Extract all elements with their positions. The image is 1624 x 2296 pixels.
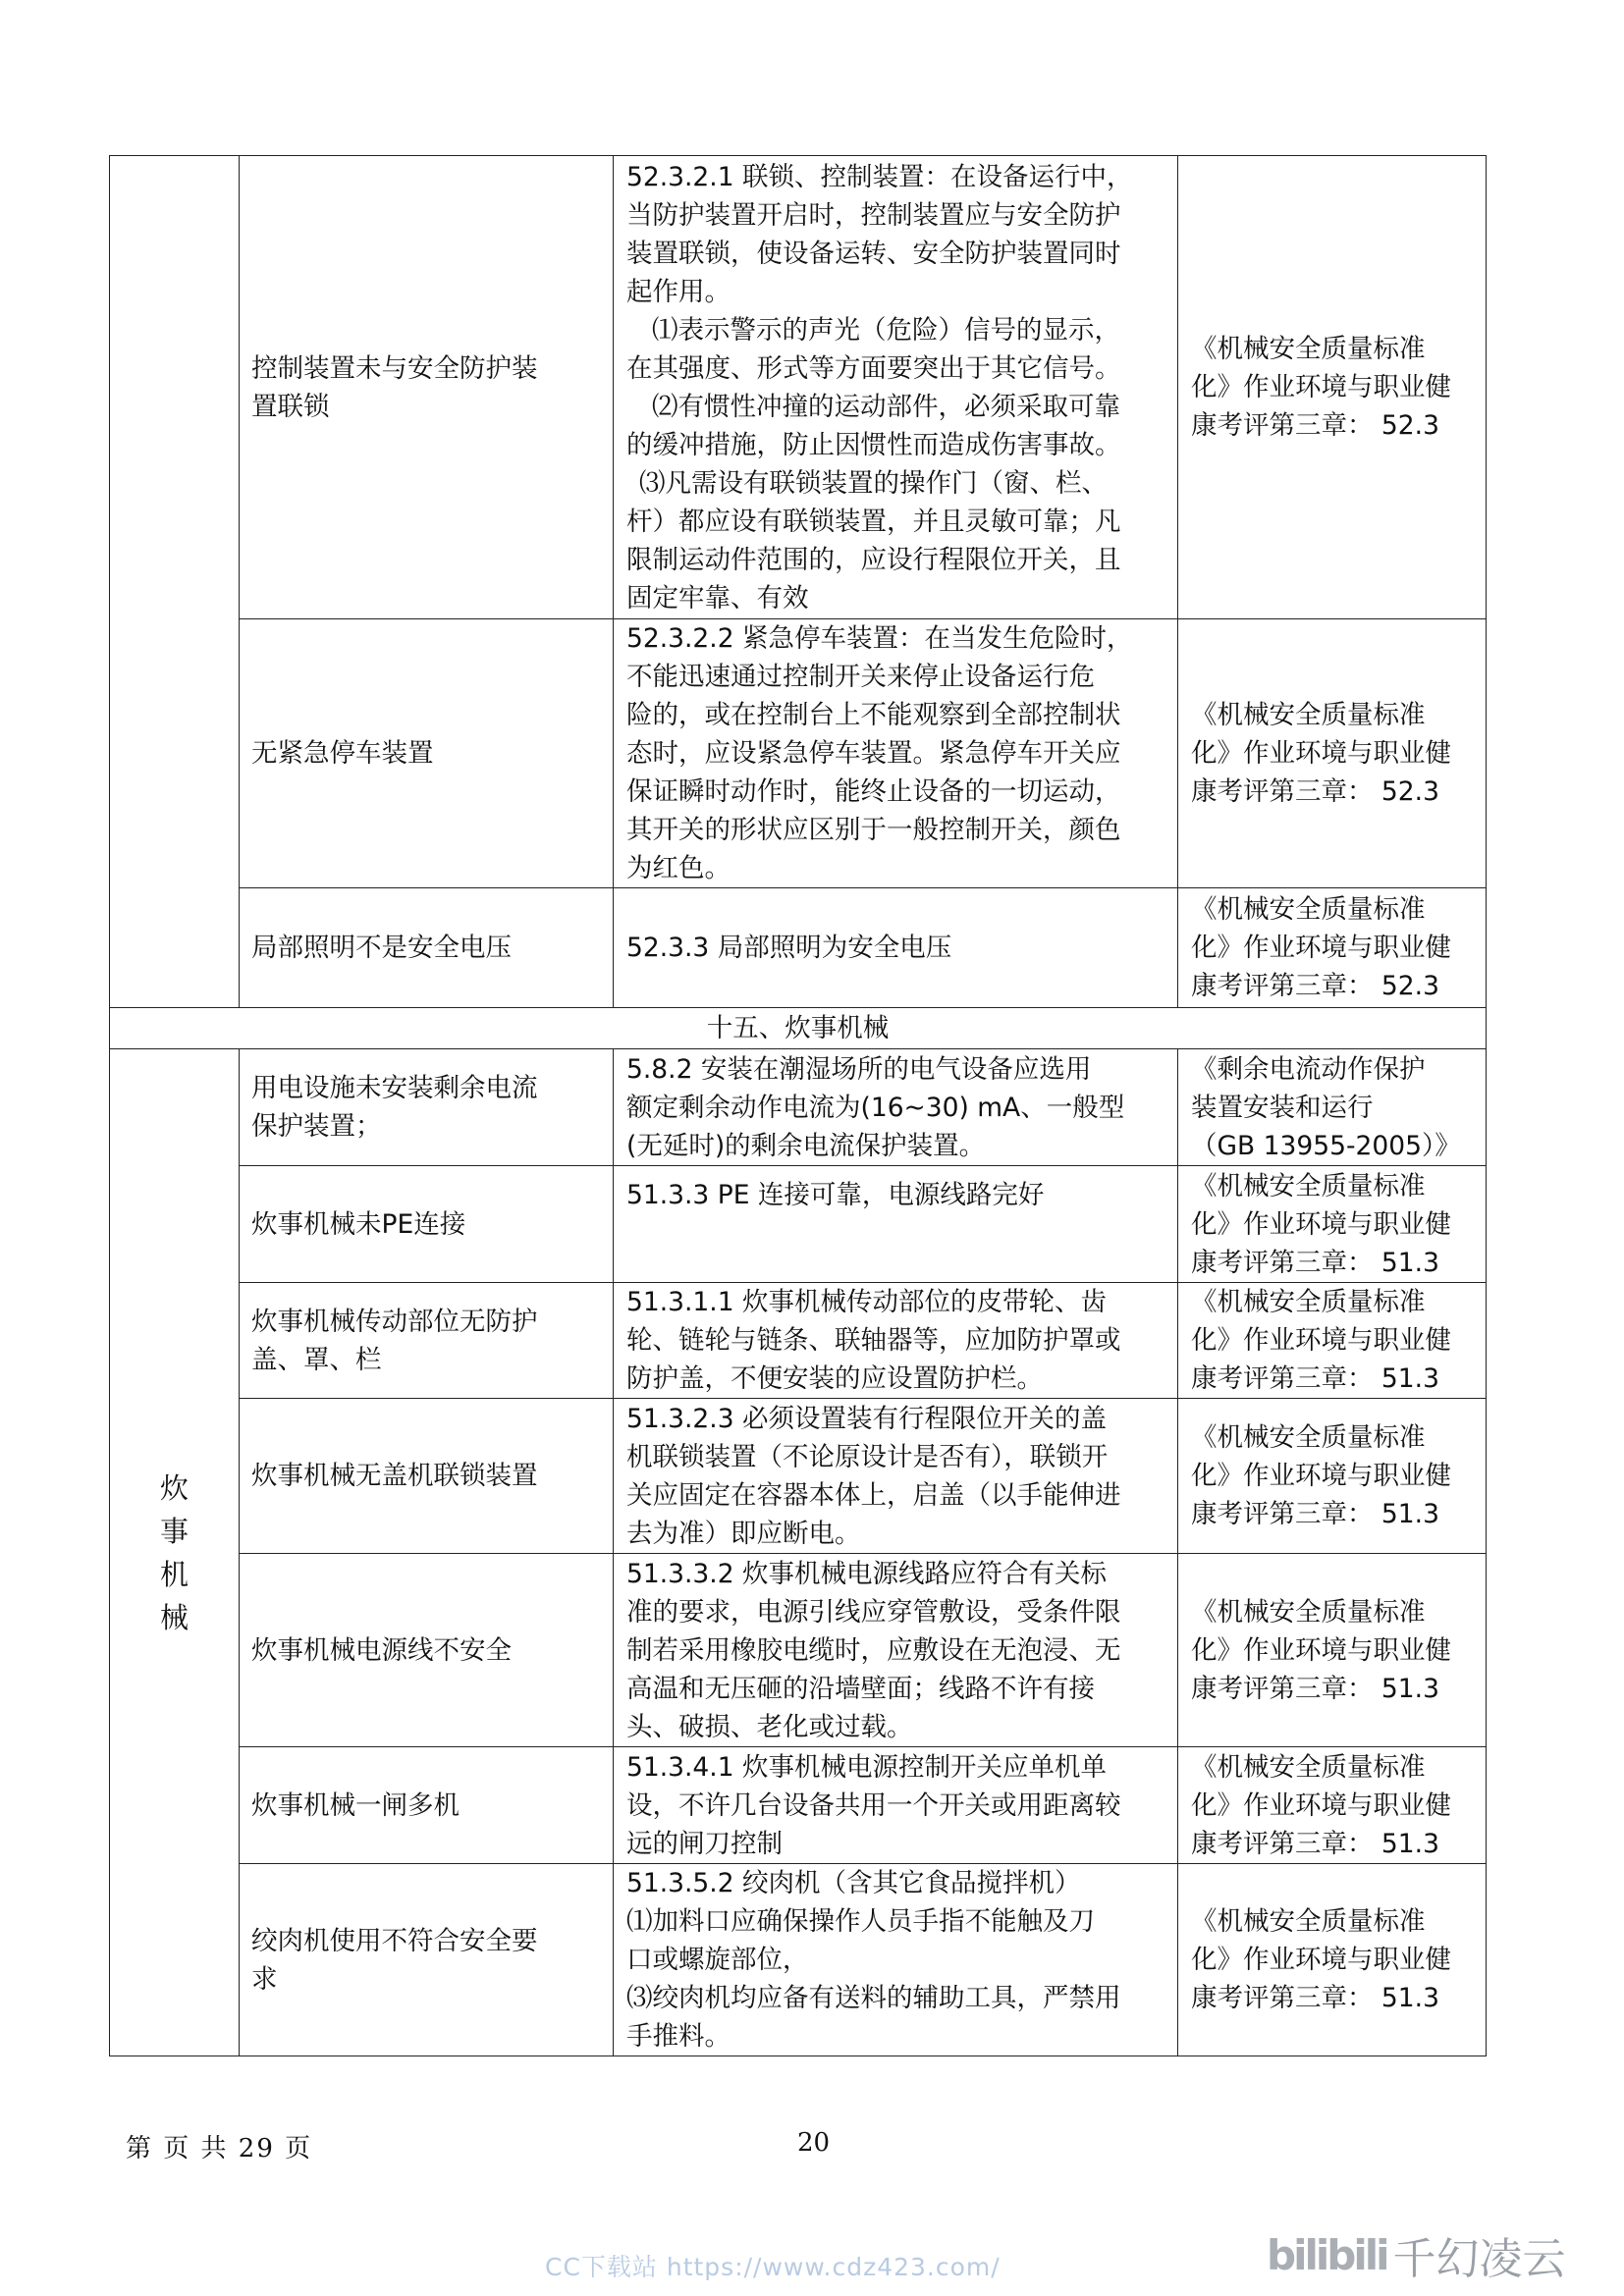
basis-cell: 《机械安全质量标准 化》作业环境与职业健 康考评第三章： 51.3 — [1178, 1399, 1487, 1554]
table-row — [110, 1554, 1487, 1747]
requirement-cell: 51.3.2.3 必须设置装有行程限位开关的盖 机联锁装置（不论原设计是否有），联锁开 关应固定在容器本体上，启盖（以手能伸进 去为准）即应断电。 — [614, 1399, 1178, 1554]
table-row — [110, 1864, 1487, 2056]
table-row — [110, 1166, 1487, 1283]
category-cell-empty — [110, 156, 240, 1008]
basis-cell: 《机械安全质量标准 化》作业环境与职业健 康考评第三章： 51.3 — [1178, 1747, 1487, 1864]
basis-cell: 《机械安全质量标准 化》作业环境与职业健 康考评第三章： 51.3 — [1178, 1554, 1487, 1747]
table-row — [110, 888, 1487, 1008]
table-row — [110, 1747, 1487, 1864]
page-count-label: 第 页 共 29 页 — [126, 2134, 313, 2163]
basis-cell: 《机械安全质量标准 化》作业环境与职业健 康考评第三章： 51.3 — [1178, 1166, 1487, 1283]
site-watermark: CC下载站 https://www.cdz423.com/ — [545, 2253, 1001, 2281]
section-row — [110, 1008, 1487, 1049]
basis-cell: 《剩余电流动作保护 装置安装和运行 （GB 13955-2005）》 — [1178, 1049, 1487, 1166]
hazard-cell: 绞肉机使用不符合安全要 求 — [240, 1864, 614, 2056]
category-cell: 炊 事 机 械 — [110, 1049, 240, 2056]
brand-watermark — [1267, 2230, 1566, 2284]
basis-cell: 《机械安全质量标准 化》作业环境与职业健 康考评第三章： 51.3 — [1178, 1283, 1487, 1399]
basis-cell: 《机械安全质量标准 化》作业环境与职业健 康考评第三章： 52.3 — [1178, 619, 1487, 888]
hazard-cell: 局部照明不是安全电压 — [240, 888, 614, 1008]
table-row — [110, 1283, 1487, 1399]
requirement-cell: 52.3.2.1 联锁、控制装置：在设备运行中， 当防护装置开启时，控制装置应与安全防护 装置联锁，使设备运转、安全防护装置同时 起作用。 ⑴表示警示的声光（危险）信号的显示， 在其强度、形式等方面要突出于其它信号。 ⑵有惯性冲撞的运动部件，必须采取可靠 的缓冲措施，防止因惯性而造成伤害事故。 ⑶凡需设有联锁装置的操作门（窗、栏、 杆）都应设有联锁装置，并且灵敏可靠；凡 限制运动件范围的，应设行程限位开关，且 固定牢靠、有效 — [614, 156, 1178, 619]
requirement-cell: 51.3.4.1 炊事机械电源控制开关应单机单 设，不许几台设备共用一个开关或用距离较 远的闸刀控制 — [614, 1747, 1178, 1864]
section-title: 十五、炊事机械 — [110, 1008, 1487, 1049]
requirement-cell: 51.3.1.1 炊事机械传动部位的皮带轮、齿 轮、链轮与链条、联轴器等，应加防护罩或 防护盖，不便安装的应设置防护栏。 — [614, 1283, 1178, 1399]
hazard-cell: 控制装置未与安全防护装 置联锁 — [240, 156, 614, 619]
table-row — [110, 156, 1487, 619]
brand-name: 千幻凌云 — [1392, 2234, 1566, 2284]
requirement-cell: 51.3.3.2 炊事机械电源线路应符合有关标 准的要求，电源引线应穿管敷设，受条件限 制若采用橡胶电缆时，应敷设在无泡浸、无 高温和无压砸的沿墙壁面；线路不许有接 头、破损、老化或过载。 — [614, 1554, 1178, 1747]
requirement-cell: 51.3.3 PE 连接可靠，电源线路完好 — [614, 1166, 1178, 1283]
table-row — [110, 619, 1487, 888]
basis-cell: 《机械安全质量标准 化》作业环境与职业健 康考评第三章： 51.3 — [1178, 1864, 1487, 2056]
hazard-cell: 炊事机械传动部位无防护 盖、罩、栏 — [240, 1283, 614, 1399]
basis-cell: 《机械安全质量标准 化》作业环境与职业健 康考评第三章： 52.3 — [1178, 888, 1487, 1008]
hazard-table — [109, 155, 1487, 2056]
table-row — [110, 1399, 1487, 1554]
hazard-cell: 炊事机械电源线不安全 — [240, 1554, 614, 1747]
table-row — [110, 1049, 1487, 1166]
requirement-cell: 52.3.2.2 紧急停车装置：在当发生危险时， 不能迅速通过控制开关来停止设备运行危 险的，或在控制台上不能观察到全部控制状 态时，应设紧急停车装置。紧急停车开关应 保证瞬时动作时，能终止设备的一切运动， 其开关的形状应区别于一般控制开关，颜色 为红色。 — [614, 619, 1178, 888]
requirement-cell: 51.3.5.2 绞肉机（含其它食品搅拌机） ⑴加料口应确保操作人员手指不能触及刀 口或螺旋部位， ⑶绞肉机均应备有送料的辅助工具，严禁用 手推料。 — [614, 1864, 1178, 2056]
basis-cell: 《机械安全质量标准 化》作业环境与职业健 康考评第三章： 52.3 — [1178, 156, 1487, 619]
hazard-cell: 用电设施未安装剩余电流 保护装置； — [240, 1049, 614, 1166]
page-number: 20 — [797, 2128, 831, 2158]
hazard-cell: 炊事机械无盖机联锁装置 — [240, 1399, 614, 1554]
requirement-cell: 5.8.2 安装在潮湿场所的电气设备应选用 额定剩余动作电流为(16~30) mA、一般型 (无延时)的剩余电流保护装置。 — [614, 1049, 1178, 1166]
hazard-cell: 无紧急停车装置 — [240, 619, 614, 888]
requirement-cell: 52.3.3 局部照明为安全电压 — [614, 888, 1178, 1008]
hazard-cell: 炊事机械一闸多机 — [240, 1747, 614, 1864]
bilibili-logo-icon: bilibili — [1267, 2230, 1387, 2279]
hazard-cell: 炊事机械未PE连接 — [240, 1166, 614, 1283]
